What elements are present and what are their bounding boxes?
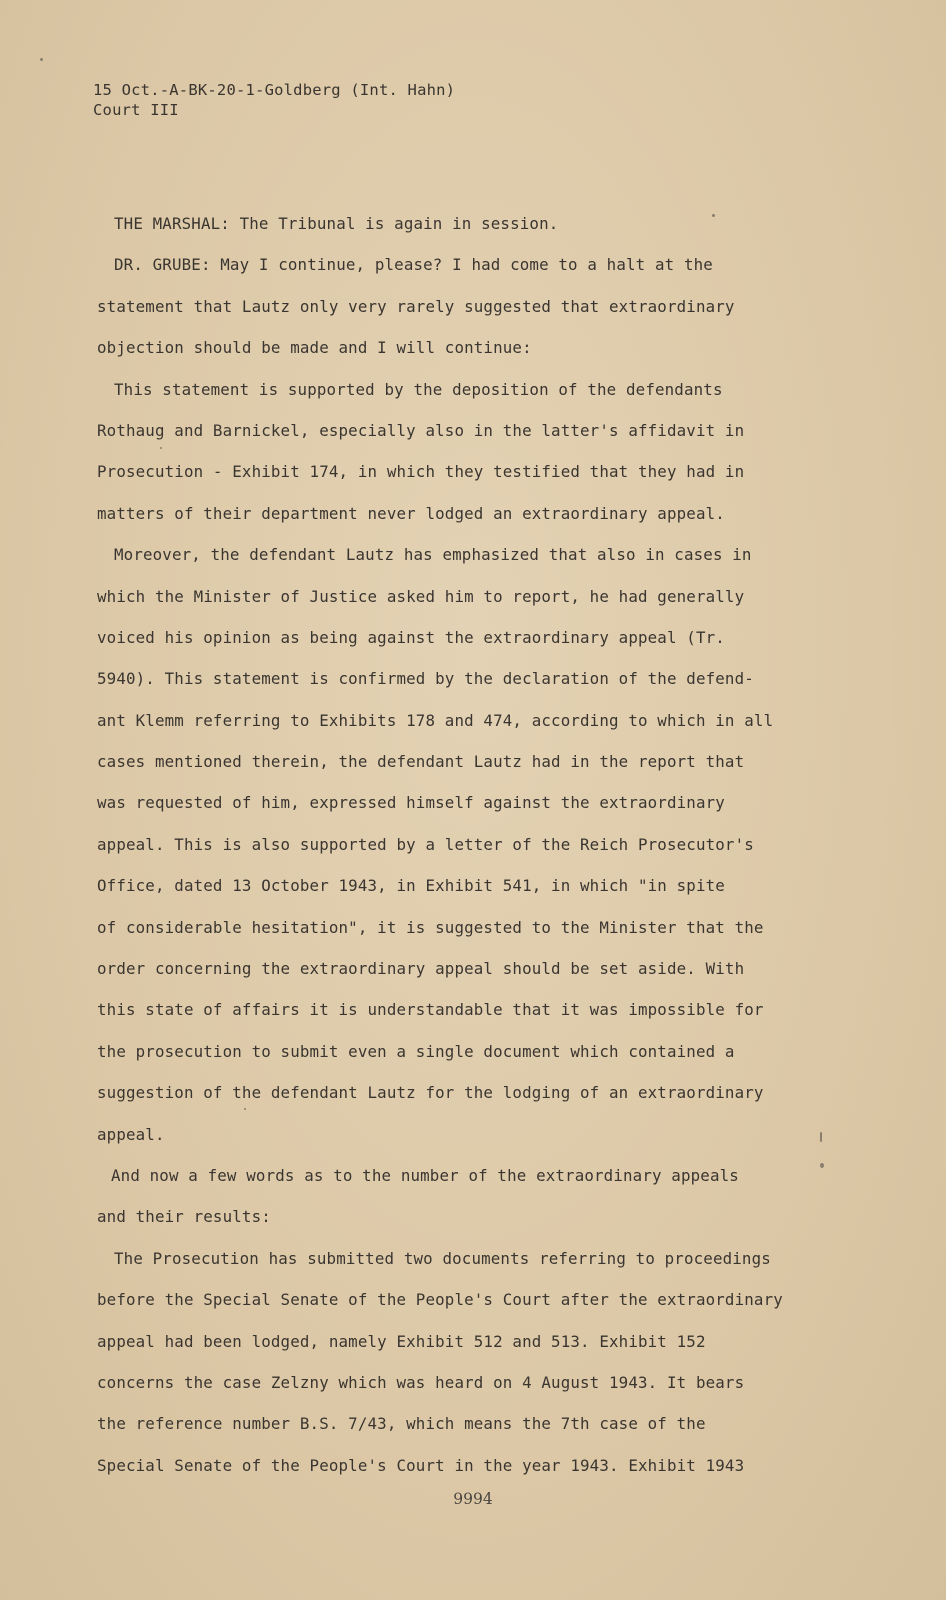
text-line: before the Special Senate of the People's Court after the extraordinary	[97, 1290, 783, 1310]
text-line: appeal had been lodged, namely Exhibit 512 and 513. Exhibit 152	[97, 1331, 706, 1351]
text-line: suggestion of the defendant Lautz for the lodging of an extraordinary	[97, 1083, 764, 1103]
paper-speck	[712, 214, 715, 217]
text-line: The Prosecution has submitted two documents referring to proceedings	[114, 1248, 771, 1268]
text-line: And now a few words as to the number of the extraordinary appeals	[111, 1165, 739, 1185]
text-line: THE MARSHAL: The Tribunal is again in session.	[114, 214, 559, 233]
paper-speck	[244, 1108, 246, 1110]
text-line: Prosecution - Exhibit 174, in which they testified that they had in	[97, 462, 745, 482]
paper-speck	[820, 1132, 822, 1142]
text-line: order concerning the extraordinary appeal should be set aside. With	[97, 959, 745, 979]
text-line: cases mentioned therein, the defendant Lautz had in the report that	[97, 752, 745, 772]
text-line: objection should be made and I will continue:	[97, 338, 532, 358]
header-court-line: Court III	[93, 101, 179, 119]
text-line: appeal.	[97, 1124, 165, 1144]
text-line: this state of affairs it is understandable that it was impossible for	[97, 1000, 764, 1020]
document-header	[93, 80, 455, 120]
text-line: was requested of him, expressed himself against the extraordinary	[97, 793, 725, 813]
text-line: This statement is supported by the deposition of the defendants	[114, 379, 723, 399]
text-line: the prosecution to submit even a single document which contained a	[97, 1041, 735, 1061]
paper-speck	[160, 447, 162, 449]
text-line: Office, dated 13 October 1943, in Exhibit 541, in which "in spite	[97, 876, 725, 896]
text-line: and their results:	[97, 1207, 271, 1227]
paper-speck	[40, 58, 43, 61]
text-line: Moreover, the defendant Lautz has emphasized that also in cases in	[114, 545, 752, 565]
page-number: 9994	[453, 1490, 493, 1508]
text-line: voiced his opinion as being against the extraordinary appeal (Tr.	[97, 627, 725, 647]
text-line: DR. GRUBE: May I continue, please? I had come to a halt at the	[114, 255, 713, 275]
header-reference-line: 15 Oct.-A-BK-20-1-Goldberg (Int. Hahn)	[93, 81, 456, 99]
text-line: of considerable hesitation", it is suggested to the Minister that the	[97, 917, 764, 937]
transcript-body	[97, 203, 835, 1486]
text-line: Rothaug and Barnickel, especially also in the latter's affidavit in	[97, 420, 745, 440]
text-line: the reference number B.S. 7/43, which means the 7th case of the	[97, 1414, 706, 1434]
text-line: appeal. This is also supported by a letter of the Reich Prosecutor's	[97, 834, 754, 854]
text-line: 5940). This statement is confirmed by the declaration of the defend-	[97, 669, 754, 689]
text-line: matters of their department never lodged an extraordinary appeal.	[97, 503, 725, 523]
text-line: Special Senate of the People's Court in the year 1943. Exhibit 1943	[97, 1455, 745, 1475]
text-line: which the Minister of Justice asked him to report, he had generally	[97, 586, 745, 606]
text-line: statement that Lautz only very rarely suggested that extraordinary	[97, 296, 735, 316]
text-line: ant Klemm referring to Exhibits 178 and 474, according to which in all	[97, 710, 774, 730]
paper-speck	[820, 1163, 824, 1168]
text-line: concerns the case Zelzny which was heard on 4 August 1943. It bears	[97, 1372, 745, 1392]
